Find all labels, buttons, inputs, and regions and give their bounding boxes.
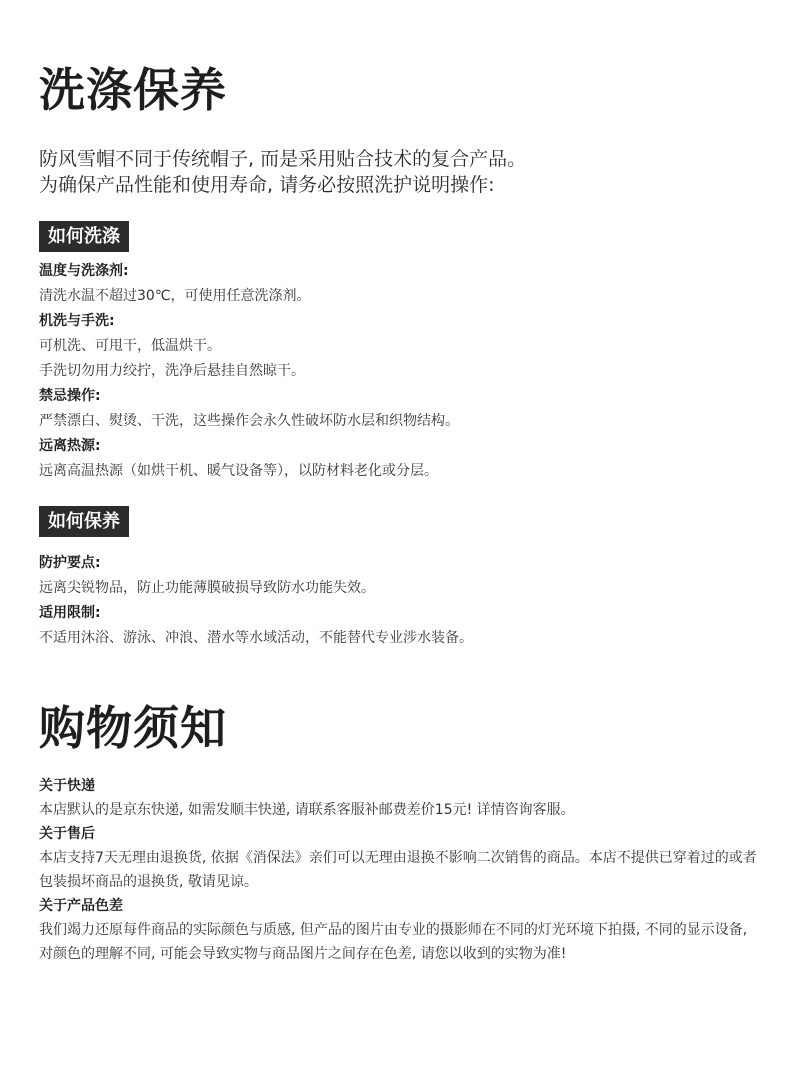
heat-label: 远离热源: bbox=[39, 438, 101, 454]
intro-line: 防风雪帽不同于传统帽子, 而是采用贴合技术的复合产品。 bbox=[39, 148, 527, 170]
care-intro bbox=[39, 146, 526, 198]
handwash-text: 手洗切勿用力绞拧，洗净后悬挂自然晾干。 bbox=[39, 363, 305, 379]
wash-instructions bbox=[39, 259, 769, 484]
forbid-label: 禁忌操作: bbox=[39, 388, 101, 404]
machine-text: 可机洗、可甩干，低温烘干。 bbox=[39, 338, 221, 354]
forbid-text: 严禁漂白、熨烫、干洗，这些操作会永久性破坏防水层和织物结构。 bbox=[39, 413, 459, 429]
color-text: 我们竭力还原每件商品的实际颜色与质感, 但产品的图片由专业的摄影师在不同的灯光环境下拍摄, 不同的显示设备, 对颜色的理解不同, 可能会导致实物与商品图片之间存在色差, 请您以收到的实物为准! bbox=[39, 922, 748, 962]
protect-label: 防护要点: bbox=[39, 555, 101, 571]
temp-label: 温度与洗涤剂: bbox=[39, 263, 129, 279]
aftersale-label: 关于售后 bbox=[39, 826, 95, 842]
aftersale-text: 本店支持7天无理由退换货, 依据《消保法》亲们可以无理由退换不影响二次销售的商品。本店不提供已穿着过的或者包装损坏商品的退换货, 敬请见谅。 bbox=[39, 850, 757, 890]
temp-text: 清洗水温不超过30℃，可使用任意洗涤剂。 bbox=[39, 288, 311, 304]
shopping-section-title: 购物须知 bbox=[39, 701, 227, 755]
wash-tag: 如何洗涤 bbox=[39, 221, 129, 252]
limit-label: 适用限制: bbox=[39, 605, 101, 621]
limit-text: 不适用沐浴、游泳、冲浪、潜水等水域活动，不能替代专业涉水装备。 bbox=[39, 630, 473, 646]
care-section-title: 洗涤保养 bbox=[39, 63, 227, 117]
color-label: 关于产品色差 bbox=[39, 898, 123, 914]
express-label: 关于快递 bbox=[39, 778, 95, 794]
care-tag: 如何保养 bbox=[39, 506, 129, 537]
care-instructions bbox=[39, 551, 769, 651]
express-text: 本店默认的是京东快递, 如需发顺丰快递, 请联系客服补邮费差价15元! 详情咨询客服。 bbox=[39, 802, 575, 818]
heat-text: 远离高温热源（如烘干机、暖气设备等），以防材料老化或分层。 bbox=[39, 463, 438, 479]
machine-label: 机洗与手洗: bbox=[39, 313, 115, 329]
shopping-notes bbox=[39, 774, 764, 966]
intro-line: 为确保产品性能和使用寿命, 请务必按照洗护说明操作: bbox=[39, 174, 495, 196]
protect-text: 远离尖锐物品，防止功能薄膜破损导致防水功能失效。 bbox=[39, 580, 375, 596]
